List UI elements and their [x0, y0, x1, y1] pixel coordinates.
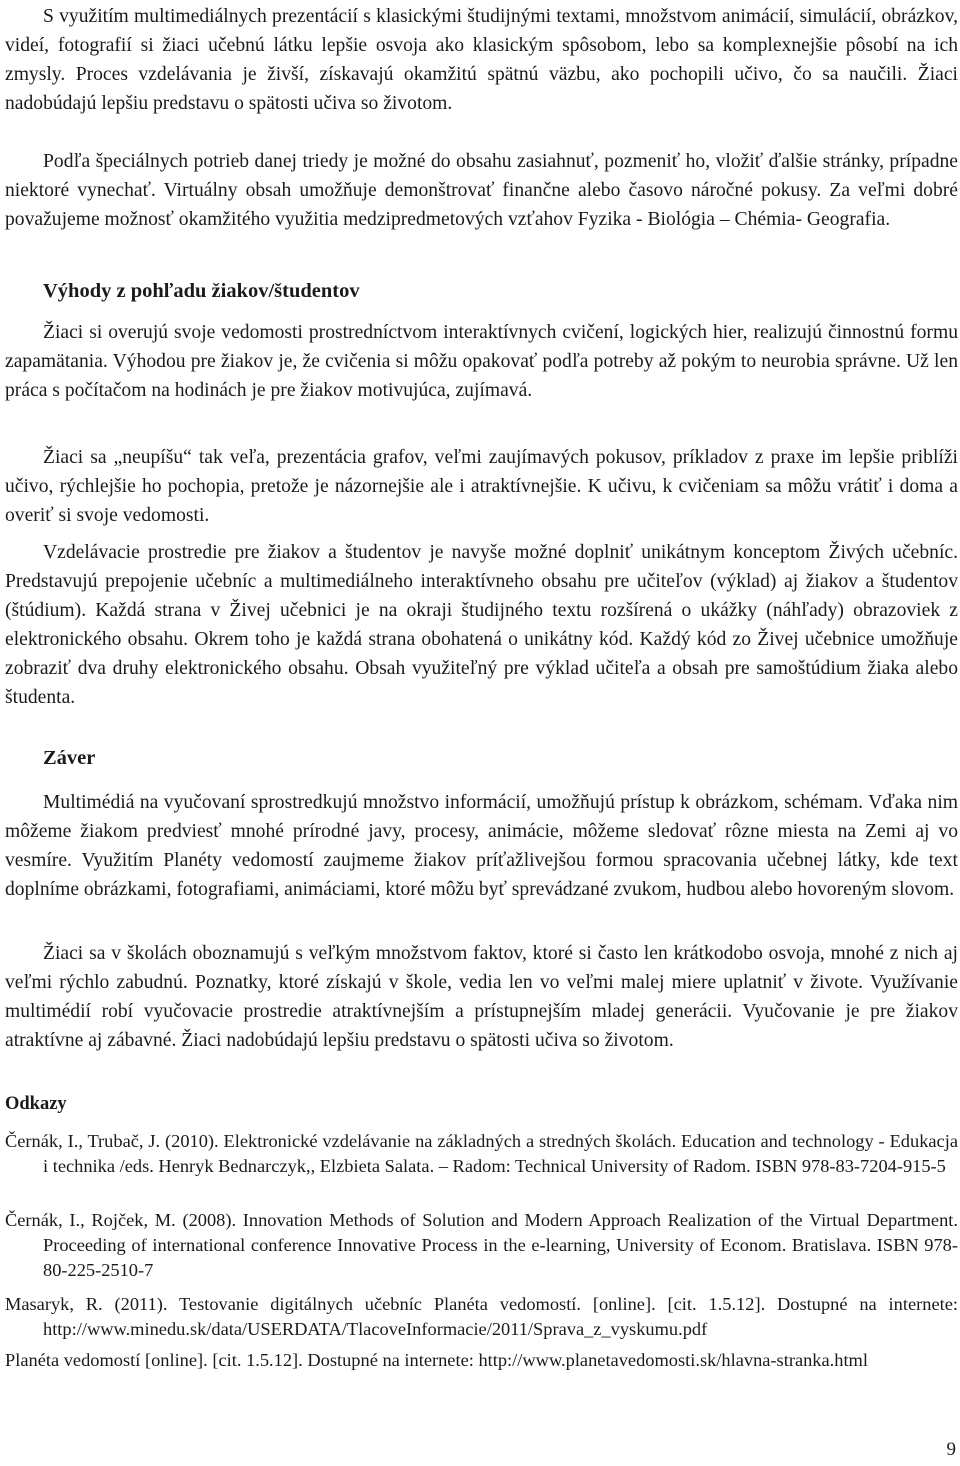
reference-item: Masaryk, R. (2011). Testovanie digitálnych učebníc Planéta vedomostí. [online]. [cit. 1.5.12]. Dostupné na internete: http://www.minedu.sk/data/USERDATA/TlacoveInformacie/2011/Sprava_z_vyskumu.pdf: [5, 1294, 958, 1339]
paragraph-living-textbooks: Vzdelávacie prostredie pre žiakov a študentov je navyše možné doplniť unikátnym konceptom Živých učebníc. Predstavujú prepojenie učebníc a multimediálneho interaktívneho obsahu pre učiteľov (výklad) aj žiakov a študentov (štúdium). Každá strana v Živej učebnici je na okraji študijného textu rozšírená o ukážky (náhľady) obrazoviek z elektronického obsahu. Okrem toho je každá strana obohatená o unikátny kód. Každý kód zo Živej učebnice umožňuje zobraziť dva druhy elektronického obsahu. Obsah využiteľný pre výklad učiteľa a obsah pre samoštúdium žiaka alebo študenta.: [5, 542, 958, 708]
paragraph-presentation: Žiaci sa „neupíšu“ tak veľa, prezentácia grafov, veľmi zaujímavých pokusov, príkladov z praxe im lepšie priblíži učivo, rýchlejšie ho pochopia, pretože je názornejšie ale i atraktívnejšie. K učivu, k cvičeniam sa môžu vrátiť i doma a overiť si svoje vedomosti.: [5, 447, 958, 526]
section-heading-conclusion: Záver: [43, 747, 96, 769]
reference-item: Černák, I., Rojček, M. (2008). Innovation Methods of Solution and Modern Approach Realization of the Virtual Department. Proceeding of international conference Innovative Process in the e-learning, University of Econom. Bratislava. ISBN 978-80-225-2510-7: [5, 1210, 958, 1280]
paragraph-facts: Žiaci sa v školách oboznamujú s veľkým množstvom faktov, ktoré si často len krátkodobo osvoja, mnohé z nich aj veľmi rýchlo zabudnú. Poznatky, ktoré získajú v škole, vedia len vo veľmi malej miere uplatniť v živote. Využívanie multimédií robí vyučovacie prostredie atraktívnejším a prístupnejším mladej generácii. Vyučovanie je pre žiakov atraktívne aj zábavné. Žiaci nadobúdajú lepšiu predstavu o spätosti učiva so životom.: [5, 943, 958, 1051]
paragraph-special-needs: Podľa špeciálnych potrieb danej triedy je možné do obsahu zasiahnuť, pozmeniť ho, vložiť ďalšie stránky, prípadne niektoré vynechať. Virtuálny obsah umožňuje demonštrovať finančne alebo časovo náročné pokusy. Za veľmi dobré považujeme možnosť okamžitého využitia medzipredmetových vzťahov Fyzika - Biológia – Chémia- Geografia.: [5, 151, 958, 230]
section-heading-references: Odkazy: [5, 1094, 67, 1114]
page-number: 9: [946, 1439, 956, 1460]
reference-item: Planéta vedomostí [online]. [cit. 1.5.12]. Dostupné na internete: http://www.planetavedomosti.sk/hlavna-stranka.html: [5, 1350, 868, 1370]
reference-item: Černák, I., Trubač, J. (2010). Elektronické vzdelávanie na základných a stredných školách. Education and technology - Edukacja i technika /eds. Henryk Bednarczyk,, Elzbieta Salata. – Radom: Technical University of Radom. ISBN 978-83-7204-915-5: [5, 1131, 958, 1176]
section-heading-student-benefits: Výhody z pohľadu žiakov/študentov: [43, 280, 360, 302]
paragraph-exercises: Žiaci si overujú svoje vedomosti prostredníctvom interaktívnych cvičení, logických hier, realizujú činnostnú formu zapamätania. Výhodou pre žiakov je, že cvičenia si môžu opakovať podľa potreby až pokým to neurobia správne. Už len práca s počítačom na hodinách je pre žiakov motivujúca, zujímavá.: [5, 322, 958, 401]
paragraph-multimedia: Multimédiá na vyučovaní sprostredkujú množstvo informácií, umožňujú prístup k obrázkom, schémam. Vďaka nim môžeme žiakom predviesť mnohé prírodné javy, procesy, animácie, môžeme sledovať rôzne miesta na Zemi aj vo vesmíre. Využitím Planéty vedomostí zaujmeme žiakov príťažlivejšou formou spracovania učebnej látky, kde text doplníme obrázkami, fotografiami, animáciami, ktoré môžu byť sprevádzané zvukom, hudbou alebo hovoreným slovom.: [5, 792, 958, 900]
paragraph-intro: S využitím multimediálnych prezentácií s klasickými študijnými textami, množstvom animácií, simulácií, obrázkov, videí, fotografií si žiaci učebnú látku lepšie osvoja ako klasickým spôsobom, lebo sa komplexnejšie pôsobí na ich zmysly. Proces vzdelávania je živší, získavajú okamžitú spätnú väzbu, ako pochopili učivo, čo sa naučili. Žiaci nadobúdajú lepšiu predstavu o spätosti učiva so životom.: [5, 6, 958, 114]
